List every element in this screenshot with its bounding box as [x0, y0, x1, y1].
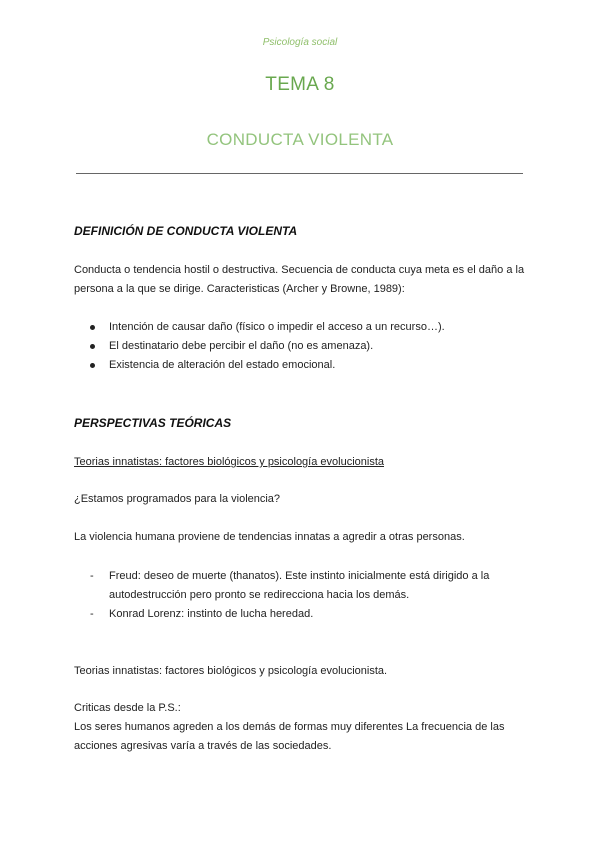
list-item: Existencia de alteración del estado emocional.: [74, 356, 534, 375]
dash-icon: -: [90, 570, 94, 582]
critics-text: Los seres humanos agreden a los demás de formas muy diferentes La frecuencia de las acciones agresivas varía a través de las sociedades.: [74, 721, 505, 752]
list-item: Intención de causar daño (físico o impedir el acceso a un recurso…).: [74, 318, 534, 337]
dash-icon: -: [90, 608, 94, 620]
characteristics-list: [74, 318, 534, 375]
statement-text: La violencia humana proviene de tendencias innatas a agredir a otras personas.: [74, 531, 465, 543]
theories-list: [74, 567, 494, 624]
section-heading-definition: DEFINICIÓN DE CONDUCTA VIOLENTA: [74, 224, 298, 238]
bullet-icon: [90, 344, 95, 349]
topic-title: CONDUCTA VIOLENTA: [206, 130, 394, 149]
critics-title: Criticas desde la P.S.:: [74, 702, 181, 714]
divider: [76, 173, 523, 174]
list-item: - Konrad Lorenz: instinto de lucha heredad.: [74, 605, 494, 624]
bullet-icon: [90, 363, 95, 368]
question-text: ¿Estamos programados para la violencia?: [74, 493, 281, 505]
topic-number: TEMA 8: [265, 74, 335, 95]
definition-paragraph: Conducta o tendencia hostil o destructiva. Secuencia de conducta cuya meta es el daño a la persona a la que se dirige. Caracteristicas (Archer y Browne, 1989):: [74, 264, 525, 295]
section-heading-perspectives: PERSPECTIVAS TEÓRICAS: [74, 416, 232, 430]
course-label: Psicología social: [262, 37, 338, 48]
bullet-icon: [90, 325, 95, 330]
subheading-innatist: Teorias innatistas: factores biológicos y psicología evolucionista: [74, 456, 384, 468]
list-item: - Freud: deseo de muerte (thanatos). Este instinto inicialmente está dirigido a la autodestrucción pero pronto se redirecciona hacia los demás.: [74, 567, 494, 605]
list-item: El destinatario debe percibir el daño (no es amenaza).: [74, 337, 534, 356]
innatist-repeat-text: Teorias innatistas: factores biológicos y psicología evolucionista.: [74, 665, 388, 677]
